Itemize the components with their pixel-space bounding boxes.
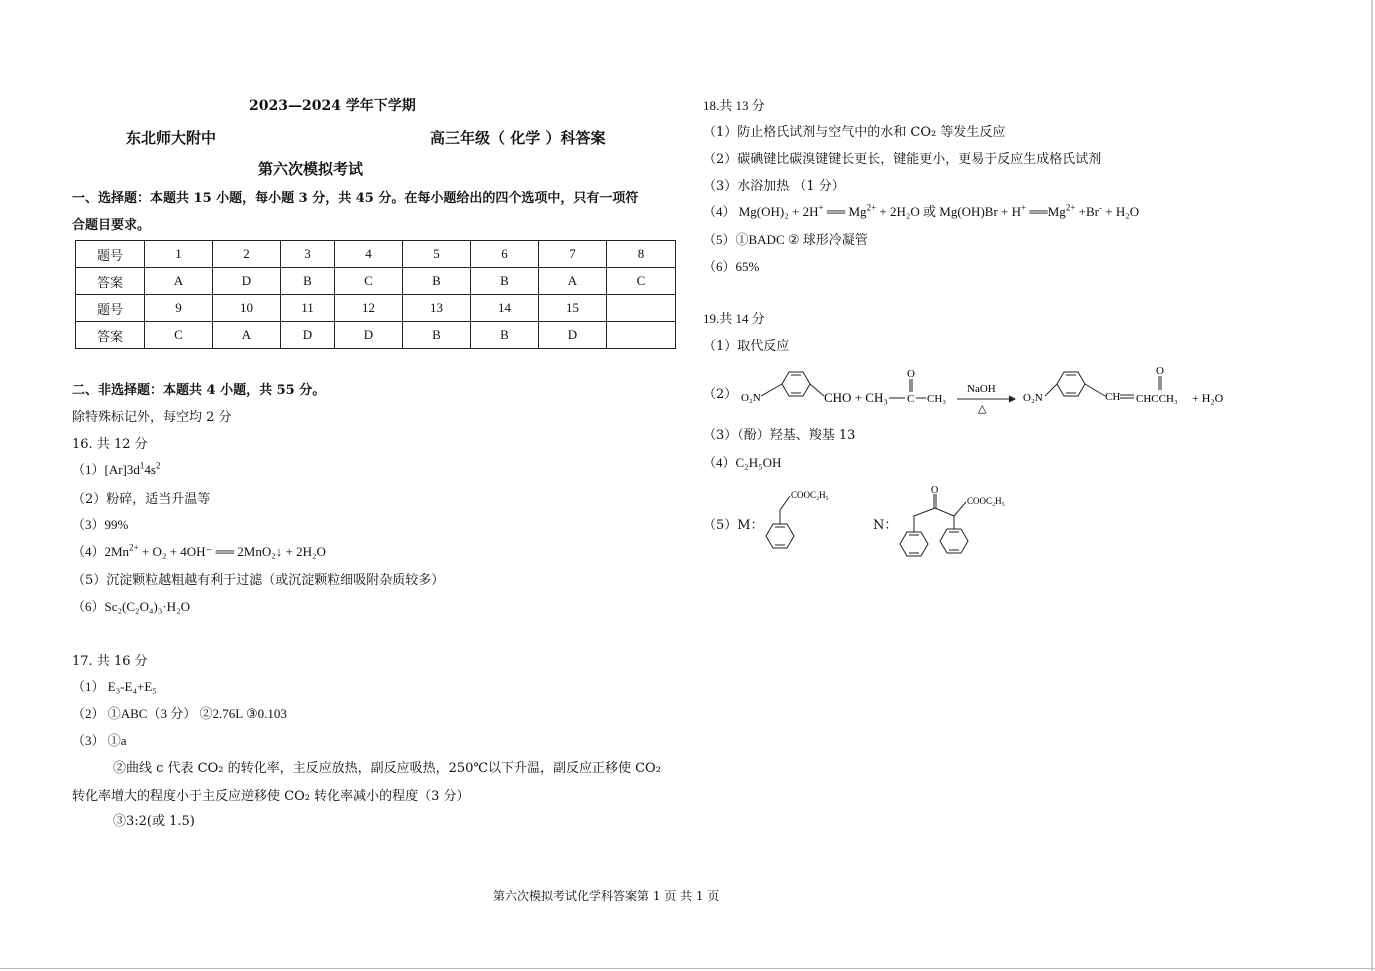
table-row	[76, 268, 676, 295]
table-row	[76, 322, 676, 349]
q18-title: 18.共 13 分	[703, 98, 765, 113]
reagent-naoh: NaOH	[967, 383, 996, 395]
q16-a1-text: 4s	[144, 462, 156, 477]
table-cell: 14	[471, 295, 539, 322]
superscript: +	[818, 202, 824, 213]
benzene-ring	[1057, 372, 1085, 396]
section1-title: 一、选择题：本题共 15 小题，每小题 3 分，共 45 分。在每小题给出的四个选项中，只有一项符	[72, 191, 639, 206]
ketone-carbon: C	[907, 393, 915, 405]
reaction-equation	[735, 362, 1235, 416]
header-exam: 第六次模拟考试	[258, 160, 364, 178]
table-cell: B	[403, 268, 471, 295]
q17-answer-2: （2） ①ABC（3 分） ②2.76L ③0.103	[72, 706, 287, 721]
q19-answer-2-label: （2）	[703, 387, 738, 402]
benzene-ring	[940, 529, 968, 553]
q18-answer-4	[703, 201, 1139, 220]
header-school: 东北师大附中	[126, 129, 217, 147]
superscript: -	[1098, 202, 1102, 213]
heat-symbol: △	[978, 403, 987, 415]
table-cell: 13	[403, 295, 471, 322]
product-ch: CH	[1105, 391, 1121, 403]
page-footer: 第六次模拟考试化学科答案第 1 页 共 1 页	[493, 889, 720, 903]
product-chcch3: CHCCH₃	[1136, 393, 1178, 405]
q18-a4-text: +Br	[1075, 204, 1099, 219]
q18-answer-2: （2）碳碘键比碳溴键键长更长，键能更小，更易于反应生成格氏试剂	[703, 152, 1102, 167]
q18-answer-5: （5）①BADC ② 球形冷凝管	[703, 232, 868, 247]
page-edge	[1371, 0, 1373, 971]
table-cell: 10	[213, 295, 281, 322]
superscript: 2+	[129, 542, 139, 553]
table-cell: 4	[335, 241, 403, 268]
q17-answer-3-2-cont: 转化率增大的程度小于主反应逆移使 CO₂ 转化率减小的程度（3 分）	[72, 789, 470, 804]
table-cell: 2	[213, 241, 281, 268]
q18-a4-text: ══Mg	[1026, 204, 1066, 219]
q17-answer-1: （1） E₃-E₄+E₅	[72, 679, 157, 694]
reactant-o2n: O₂N	[741, 392, 761, 404]
benzene-ring	[766, 524, 794, 548]
section2-note: 除特殊标记外，每空均 2 分	[72, 410, 232, 425]
superscript: 1	[139, 460, 145, 471]
table-cell: 9	[145, 295, 213, 322]
q16-answer-4	[72, 541, 326, 560]
table-cell	[607, 322, 676, 349]
q16-answer-6: （6）Sc₂(C₂O₄)₃·H₂O	[72, 599, 190, 614]
table-cell: D	[281, 322, 335, 349]
ketone-ch3: CH₃	[927, 393, 947, 405]
q17-answer-3-3: ③3:2(或 1.5)	[113, 814, 195, 829]
q17-title: 17. 共 16 分	[72, 654, 148, 669]
table-cell	[607, 295, 676, 322]
table-row	[76, 241, 676, 268]
table-cell: 题号	[76, 241, 145, 268]
q18-a4-text: （4） Mg(OH)₂ + 2H	[703, 204, 819, 219]
table-cell: B	[403, 322, 471, 349]
structure-m	[760, 482, 850, 557]
ketone-oxygen: O	[907, 368, 915, 380]
superscript: 2+	[1065, 202, 1076, 213]
section2-title: 二、非选择题：本题共 4 小题，共 55 分。	[72, 383, 326, 398]
answer-table	[75, 240, 676, 349]
header-grade: 高三年级（ 化学 ）科答案	[430, 129, 606, 147]
table-cell: B	[281, 268, 335, 295]
q16-title: 16. 共 12 分	[72, 437, 148, 452]
table-cell: 11	[281, 295, 335, 322]
q17-answer-3: （3） ①a	[72, 733, 127, 748]
q18-a4-text: ══ Mg	[823, 204, 867, 219]
q16-answer-3: （3）99%	[72, 517, 129, 532]
q18-a4-text: + 2H₂O 或 Mg(OH)Br + H	[876, 204, 1021, 219]
q16-a4-text: （4）2Mn	[72, 544, 130, 559]
superscript: 2+	[866, 202, 877, 213]
ketone-oxygen: O	[931, 485, 939, 496]
table-cell: 答案	[76, 268, 145, 295]
q16-a1-text: （1）[Ar]3d	[72, 462, 140, 477]
q18-answer-3: （3）水浴加热 （1 分）	[703, 179, 845, 194]
section1-title-cont: 合题目要求。	[72, 218, 151, 233]
table-cell: 1	[145, 241, 213, 268]
product-water: + H₂O	[1192, 391, 1224, 405]
header-year: 2023—2024 学年下学期	[249, 98, 416, 114]
table-cell: 6	[471, 241, 539, 268]
q18-a4-text: + H₂O	[1101, 204, 1140, 219]
table-cell: 题号	[76, 295, 145, 322]
ester-group: COOC₂H₅	[967, 496, 1005, 506]
table-cell: 7	[539, 241, 607, 268]
q16-answer-1	[72, 459, 160, 478]
q19-title: 19.共 14 分	[703, 311, 765, 326]
table-cell: 5	[403, 241, 471, 268]
table-cell: A	[213, 322, 281, 349]
table-cell: B	[471, 268, 539, 295]
q16-answer-2: （2）粉碎，适当升温等	[72, 492, 211, 507]
table-cell: 答案	[76, 322, 145, 349]
benzene-ring	[782, 372, 810, 396]
table-cell: D	[335, 322, 403, 349]
q17-answer-3-2: ②曲线 c 代表 CO₂ 的转化率，主反应放热，副反应吸热，250℃以下升温，副反应正移使 CO₂	[113, 761, 661, 776]
q19-answer-4: （4）C₂H₅OH	[703, 455, 782, 470]
q16-answer-5: （5）沉淀颗粒越粗越有利于过滤（或沉淀颗粒细吸附杂质较多）	[72, 573, 445, 588]
structure-n	[890, 482, 1020, 564]
table-cell: A	[539, 268, 607, 295]
table-cell: 3	[281, 241, 335, 268]
q19-answer-5-n: N：	[873, 518, 898, 533]
table-cell: D	[213, 268, 281, 295]
benzene-ring	[900, 532, 928, 556]
product-o2n: O₂N	[1023, 392, 1043, 404]
table-cell: C	[607, 268, 676, 295]
table-cell: C	[145, 322, 213, 349]
table-cell: 15	[539, 295, 607, 322]
table-cell: 8	[607, 241, 676, 268]
superscript: 2	[155, 460, 161, 471]
ester-group: COOC₂H₅	[791, 490, 829, 500]
q19-answer-3: （3）（酚）羟基、羧基 13	[703, 428, 856, 443]
table-cell: 12	[335, 295, 403, 322]
table-cell: C	[335, 268, 403, 295]
q19-answer-5-m: （5）M：	[703, 518, 764, 533]
superscript: +	[1021, 202, 1027, 213]
q16-a4-text: + O₂ + 4OH⁻ ══ 2MnO₂↓ + 2H₂O	[138, 544, 326, 559]
table-row	[76, 295, 676, 322]
reactant-cho: CHO + CH₃	[824, 390, 888, 405]
page-edge	[0, 968, 1375, 969]
product-oxygen: O	[1156, 365, 1164, 377]
table-cell: A	[145, 268, 213, 295]
table-cell: B	[471, 322, 539, 349]
q18-answer-1: （1）防止格氏试剂与空气中的水和 CO₂ 等发生反应	[703, 125, 1006, 140]
q18-answer-6: （6）65%	[703, 259, 760, 274]
q19-answer-1: （1）取代反应	[703, 339, 790, 354]
table-cell: D	[539, 322, 607, 349]
